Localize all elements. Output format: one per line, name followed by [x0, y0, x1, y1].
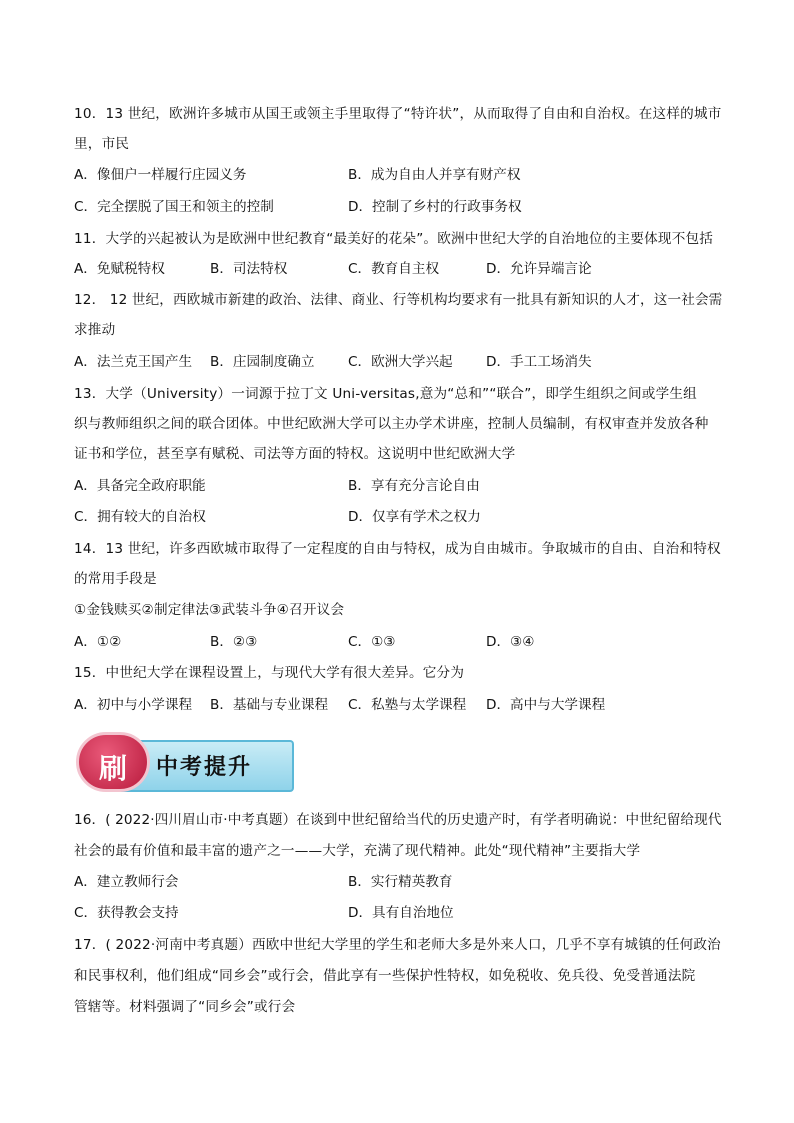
q12-option-d: D．手工工场消失 [486, 354, 592, 370]
q14-option-b: B．②③ [210, 634, 258, 650]
q11-option-b: B．司法特权 [210, 261, 288, 277]
q12-option-c: C．欧洲大学兴起 [348, 354, 453, 370]
banner-badge [76, 732, 150, 792]
q13-option-c: C．拥有较大的自治权 [74, 509, 206, 525]
q13-option-a: A．具备完全政府职能 [74, 478, 206, 494]
q13-stem-line1: 13．大学（University）一词源于拉丁文 Uni-versitas,意为“总和”“联合”，即学生组织之间或学生组 [74, 386, 697, 402]
q10-stem-line1: 10．13 世纪，欧洲许多城市从国王或领主手里取得了“特许状”，从而取得了自由和自治权。在这样的城市 [74, 106, 722, 122]
q15-option-b: B．基础与专业课程 [210, 697, 329, 713]
q11-stem-line1: 11．大学的兴起被认为是欧洲中世纪教育“最美好的花朵”。欧洲中世纪大学的自治地位的主要体现不包括 [74, 231, 714, 247]
q16-option-b: B．实行精英教育 [348, 874, 453, 890]
q15-stem-line1: 15．中世纪大学在课程设置上，与现代大学有很大差异。它分为 [74, 665, 465, 681]
q13-option-d: D．仅享有学术之权力 [348, 509, 481, 525]
q12-stem-line1: 12． 12 世纪，西欧城市新建的政治、法律、商业、行等机构均要求有一批具有新知识的人才，这一社会需 [74, 292, 723, 308]
q16-option-d: D．具有自治地位 [348, 905, 454, 921]
q10-option-a: A．像佃户一样履行庄园义务 [74, 167, 247, 183]
q14-option-c: C．①③ [348, 634, 396, 650]
q17-stem-line2: 和民事权利，他们组成“同乡会”或行会，借此享有一些保护性特权，如免税收、免兵役、免受普通法院 [74, 968, 696, 984]
q14-option-a: A．①② [74, 634, 122, 650]
q14-stem-line2: 的常用手段是 [74, 571, 157, 587]
q13-stem-line3: 证书和学位，甚至享有赋税、司法等方面的特权。这说明中世纪欧洲大学 [74, 446, 516, 462]
q10-stem-line2: 里，市民 [74, 136, 130, 152]
q16-stem-line2: 社会的最有价值和最丰富的遗产之一——大学，充满了现代精神。此处“现代精神”主要指大学 [74, 843, 641, 859]
q16-stem-line1: 16．( 2022·四川眉山市·中考真题）在谈到中世纪留给当代的历史遗产时，有学者明确说：中世纪留给现代 [74, 812, 722, 828]
q16-option-c: C．获得教会支持 [74, 905, 179, 921]
q15-option-a: A．初中与小学课程 [74, 697, 193, 713]
q17-stem-line3: 管辖等。材料强调了“同乡会”或行会 [74, 999, 296, 1015]
q12-stem-line2: 求推动 [74, 322, 116, 338]
q10-option-b: B．成为自由人并享有财产权 [348, 167, 521, 183]
q15-option-d: D．高中与大学课程 [486, 697, 606, 713]
q13-stem-line2: 织与教师组织之间的联合团体。中世纪欧洲大学可以主办学术讲座，控制人员编制，有权审查并发放各种 [74, 416, 709, 432]
q15-option-c: C．私塾与太学课程 [348, 697, 467, 713]
q17-stem-line1: 17．( 2022·河南中考真题）西欧中世纪大学里的学生和老师大多是外来人口，几乎不享有城镇的任何政治 [74, 937, 721, 953]
q12-option-b: B．庄园制度确立 [210, 354, 315, 370]
q14-stem-line1: 14．13 世纪，许多西欧城市取得了一定程度的自由与特权，成为自由城市。争取城市的自由、自治和特权 [74, 541, 721, 557]
q14-stem-line3: ①金钱赎买②制定律法③武装斗争④召开议会 [74, 602, 345, 618]
q13-option-b: B．享有充分言论自由 [348, 478, 480, 494]
q11-option-a: A．免赋税特权 [74, 261, 165, 277]
q11-option-c: C．教育自主权 [348, 261, 440, 277]
banner-title: 中考提升 [156, 754, 253, 780]
q14-option-d: D．③④ [486, 634, 535, 650]
q16-option-a: A．建立教师行会 [74, 874, 179, 890]
q10-option-d: D．控制了乡村的行政事务权 [348, 199, 522, 215]
q11-option-d: D．允许异端言论 [486, 261, 592, 277]
q12-option-a: A．法兰克王国产生 [74, 354, 193, 370]
section-banner [76, 732, 294, 794]
banner-badge-text: 刷 [98, 752, 127, 785]
q10-option-c: C．完全摆脱了国王和领主的控制 [74, 199, 274, 215]
